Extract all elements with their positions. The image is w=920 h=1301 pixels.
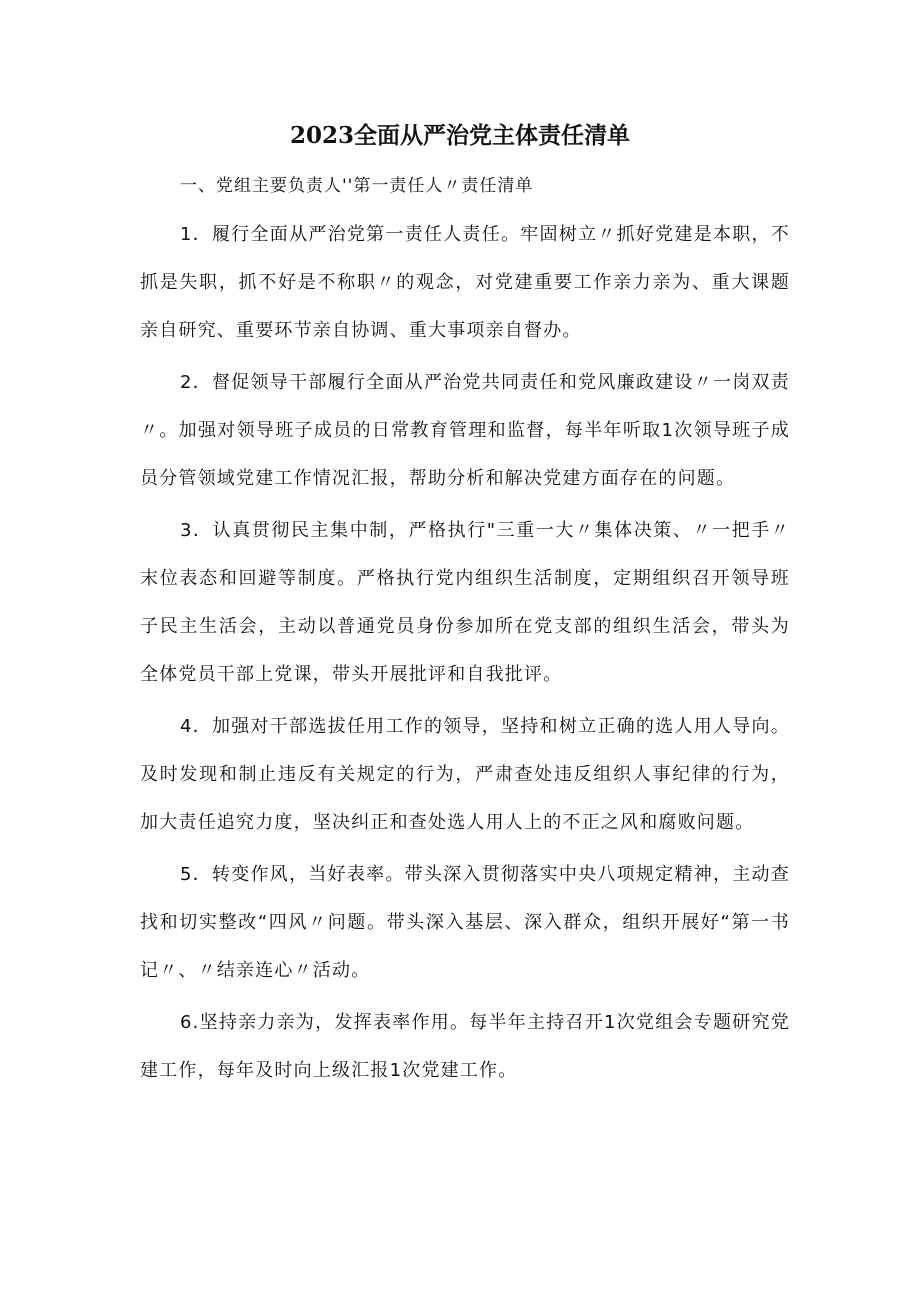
paragraph-3: 3．认真贯彻民主集中制，严格执行"三重一大〃集体决策、〃一把手〃末位表态和回避等制度。严格执行党内组织生活制度，定期组织召开领导班子民主生活会，主动以普通党员身份参加所在党支部的组织生活会，带头为全体党员干部上党课，带头开展批评和自我批评。 [140, 520, 790, 685]
section-heading: 一、党组主要负责人''第一责任人〃责任清单 [180, 176, 534, 196]
document-title: 2023全面从严治党主体责任清单 [289, 122, 630, 149]
paragraph-4: 4．加强对干部选拔任用工作的领导，坚持和树立正确的选人用人导向。及时发现和制止违反有关规定的行为，严肃查处违反组织人事纪律的行为，加大责任追究力度，坚决纠正和查处选人用人上的不正之风和腐败问题。 [140, 716, 790, 833]
paragraph-1: 1．履行全面从严治党第一责任人责任。牢固树立〃抓好党建是本职，不抓是失职，抓不好是不称职〃的观念，对党建重要工作亲力亲为、重大课题亲自研究、重要环节亲自协调、重大事项亲自督办。 [140, 224, 790, 341]
paragraph-6: 6.坚持亲力亲为，发挥表率作用。每半年主持召开1次党组会专题研究党建工作，每年及时向上级汇报1次党建工作。 [140, 1012, 790, 1081]
paragraph-5: 5．转变作风，当好表率。带头深入贯彻落实中央八项规定精神，主动查找和切实整改“四风〃问题。带头深入基层、深入群众，组织开展好“第一书记〃、〃结亲连心〃活动。 [140, 864, 790, 981]
paragraph-2: 2．督促领导干部履行全面从严治党共同责任和党风廉政建设〃一岗双责〃。加强对领导班子成员的日常教育管理和监督，每半年听取1次领导班子成员分管领域党建工作情况汇报，帮助分析和解决党建方面存在的问题。 [140, 372, 790, 489]
document-body [140, 211, 790, 1099]
